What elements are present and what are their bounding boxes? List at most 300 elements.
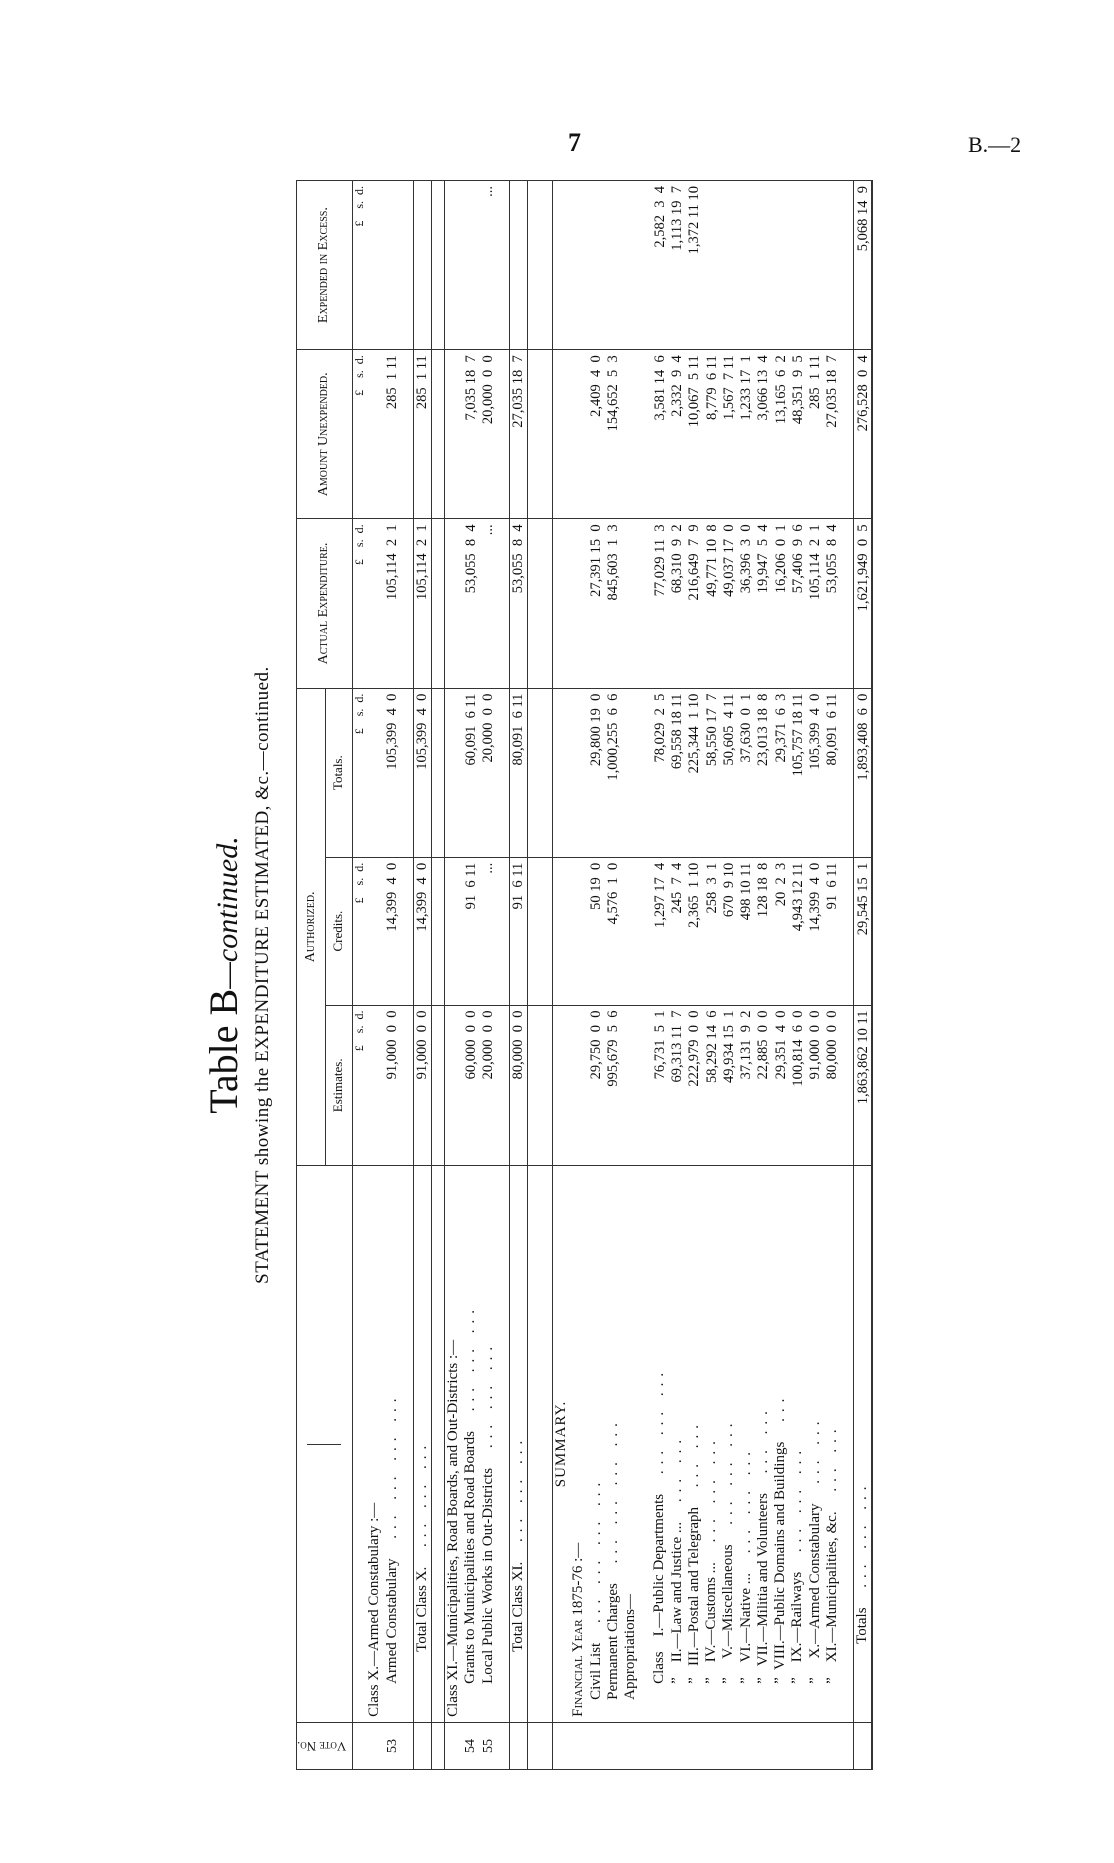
- actual-expenditure-cell: 68,310 9 2: [669, 519, 686, 688]
- row-label: [413, 1166, 431, 1723]
- spacer-cell: [432, 1166, 445, 1723]
- pound-unit: £: [351, 897, 366, 904]
- summary-heading: SUMMARY.: [553, 1166, 571, 1723]
- estimates-cell: 29,351 4 0: [772, 1005, 789, 1166]
- spacer-cell: [432, 857, 445, 1005]
- spacer-cell: [432, 181, 445, 350]
- summary-row: [807, 181, 824, 1770]
- expended-in-excess-cell: [366, 181, 383, 350]
- spacer-row: [841, 181, 854, 1770]
- expended-in-excess-cell: [789, 181, 806, 350]
- estimates-cell: 29,750 0 0: [588, 1005, 605, 1166]
- row-label: [588, 1166, 605, 1723]
- spacer-cell: [432, 1005, 445, 1166]
- pound-unit: £: [351, 728, 366, 735]
- spacer-row: [432, 181, 445, 1770]
- summary-row: [738, 181, 755, 1770]
- totals-cell: 23,013 18 8: [755, 688, 772, 857]
- vote-number: 54: [462, 1722, 479, 1769]
- estimates-cell: 222,979 0 0: [686, 1005, 703, 1166]
- description-header: [297, 1166, 353, 1723]
- spacer-cell: [497, 1005, 510, 1166]
- spacer-cell: [570, 1005, 587, 1166]
- expended-in-excess-header: Expended in Excess.: [297, 181, 353, 350]
- spacer-cell: [622, 181, 639, 350]
- actual-expenditure-cell: 49,037 17 0: [720, 519, 737, 688]
- spacer-cell: [553, 688, 571, 857]
- leader-dots: ... ... ...: [509, 1434, 526, 1552]
- totals-cell: 105,399 4 0: [807, 688, 824, 857]
- spacer-cell: [528, 1005, 541, 1166]
- estimates-cell: [445, 1005, 463, 1166]
- leader-dots: ... ... ...: [479, 1340, 496, 1458]
- summary-row: [651, 181, 668, 1770]
- amount-unexpended-cell: 3,066 13 4: [755, 350, 772, 519]
- actual-expenditure-cell: 105,114 2 1: [413, 519, 431, 688]
- pound-unit: £: [351, 220, 366, 227]
- row-label: [772, 1166, 789, 1723]
- lsd-units: [352, 181, 366, 350]
- credits-cell: [366, 857, 383, 1005]
- credits-cell: 20 2 3: [772, 857, 789, 1005]
- expended-in-excess-cell: [703, 181, 720, 350]
- expenditure-table: [296, 180, 873, 1770]
- spacer-cell: [570, 857, 587, 1005]
- row-label-text: ” XI.—Municipalities, &c.: [823, 1511, 840, 1684]
- estimates-cell: 60,000 0 0: [462, 1005, 479, 1166]
- amount-unexpended-cell: 10,067 5 11: [686, 350, 703, 519]
- actual-expenditure-cell: 27,391 15 0: [588, 519, 605, 688]
- actual-expenditure-cell: 77,029 11 3: [651, 519, 668, 688]
- credits-cell: 91 6 11: [462, 857, 479, 1005]
- expended-in-excess-cell: [807, 181, 824, 350]
- spacer-cell: [669, 1722, 686, 1769]
- totals-cell: 78,029 2 5: [651, 688, 668, 857]
- totals-cell: [366, 688, 383, 857]
- totals-cell: 105,399 4 0: [384, 688, 401, 857]
- credits-cell: 91 6 11: [509, 857, 527, 1005]
- totals-cell: [445, 688, 463, 857]
- credits-cell: 258 3 1: [703, 857, 720, 1005]
- spacer-cell: [639, 1005, 651, 1166]
- spacer-cell: [841, 350, 854, 519]
- spacer-cell: [622, 519, 639, 688]
- summary-row: [772, 181, 789, 1770]
- vote-number: 53: [384, 1722, 401, 1769]
- row-label: [651, 1166, 668, 1723]
- row-label-text: ” VIII.—Public Domains and Buildings: [772, 1441, 789, 1684]
- estimates-cell: 58,292 14 6: [703, 1005, 720, 1166]
- lsd-units: [352, 1005, 366, 1166]
- pence-unit: d.: [351, 693, 366, 703]
- spacer-cell: [528, 688, 541, 857]
- estimates-cell: 22,885 0 0: [755, 1005, 772, 1166]
- summary-row: [588, 181, 605, 1770]
- credits-cell: 29,545 15 1: [854, 857, 873, 1005]
- amount-unexpended-cell: 1,567 7 11: [720, 350, 737, 519]
- spacer-cell: [497, 519, 510, 688]
- estimates-cell: 37,131 9 2: [738, 1005, 755, 1166]
- credits-cell: 91 6 11: [824, 857, 841, 1005]
- spacer-row: [639, 181, 651, 1770]
- leader-dots: ... ... ...: [413, 1439, 430, 1557]
- spacer-cell: [401, 688, 414, 857]
- spacer-cell: [553, 1005, 571, 1166]
- totals-cell: 37,630 0 1: [738, 688, 755, 857]
- estimates-cell: 20,000 0 0: [480, 1005, 497, 1166]
- pence-unit: d.: [351, 355, 366, 365]
- leader-dots: ... ...: [754, 1405, 771, 1484]
- spacer-cell: [497, 1722, 510, 1769]
- row-label-text: ” II.—Law and Justice ...: [668, 1521, 685, 1684]
- spacer-cell: [401, 1005, 414, 1166]
- spacer-row: [528, 181, 541, 1770]
- summary-row: [703, 181, 720, 1770]
- pence-unit: d.: [351, 524, 366, 534]
- expended-in-excess-cell: [755, 181, 772, 350]
- spacer-cell: [824, 1722, 841, 1769]
- actual-expenditure-cell: [366, 519, 383, 688]
- spacer-cell: [622, 350, 639, 519]
- shilling-unit: s.: [351, 708, 366, 717]
- spacer-cell: [497, 1166, 510, 1723]
- amount-unexpended-cell: 27,035 18 7: [509, 350, 527, 519]
- actual-expenditure-cell: 105,114 2 1: [807, 519, 824, 688]
- estimates-cell: 91,000 0 0: [413, 1005, 431, 1166]
- expended-in-excess-cell: 1,113 19 7: [669, 181, 686, 350]
- spacer-cell: [540, 181, 553, 350]
- leader-dots: ... ... ...: [720, 1417, 737, 1535]
- leader-dots: ... ... ...: [854, 1480, 871, 1598]
- vote-no-header: Vote No.: [297, 1722, 353, 1769]
- shilling-unit: s.: [351, 201, 366, 209]
- actual-expenditure-cell: ...: [480, 519, 497, 688]
- spacer-cell: [540, 688, 553, 857]
- credits-cell: 670 9 10: [720, 857, 737, 1005]
- spacer-cell: [639, 519, 651, 688]
- totals-cell: 80,091 6 11: [509, 688, 527, 857]
- expended-in-excess-cell: [588, 181, 605, 350]
- amount-unexpended-cell: 20,000 0 0: [480, 350, 497, 519]
- credits-cell: 498 10 11: [738, 857, 755, 1005]
- spacer-cell: [639, 688, 651, 857]
- shilling-unit: s.: [351, 1025, 366, 1034]
- shilling-unit: s.: [351, 539, 366, 548]
- amount-unexpended-cell: 13,165 6 2: [772, 350, 789, 519]
- actual-expenditure-cell: 105,114 2 1: [384, 519, 401, 688]
- financial-year-row: [570, 181, 587, 1770]
- spacer-cell: [639, 1722, 651, 1769]
- spacer-cell: [807, 1722, 824, 1769]
- spacer-cell: [622, 688, 639, 857]
- row-label: [720, 1166, 737, 1723]
- row-label-text: ” VI.—Native ...: [737, 1572, 754, 1684]
- totals-cell: 29,371 6 3: [772, 688, 789, 857]
- actual-expenditure-cell: 845,603 1 3: [605, 519, 622, 688]
- credits-cell: 4,576 1 0: [605, 857, 622, 1005]
- expended-in-excess-cell: [384, 181, 401, 350]
- row-label-text: ” VII.—Militia and Volunteers: [754, 1493, 771, 1684]
- pound-unit: £: [351, 389, 366, 396]
- spacer-cell: [352, 1166, 366, 1723]
- totals-header: Totals.: [325, 688, 352, 857]
- leader-dots: ...: [772, 1392, 789, 1432]
- spacer-cell: [789, 1722, 806, 1769]
- actual-expenditure-cell: 16,206 0 1: [772, 519, 789, 688]
- spacer-cell: [738, 1722, 755, 1769]
- spacer-cell: [639, 857, 651, 1005]
- credits-cell: [445, 857, 463, 1005]
- spacer-cell: [686, 1722, 703, 1769]
- spacer-cell: [570, 350, 587, 519]
- expended-in-excess-cell: [738, 181, 755, 350]
- amount-unexpended-cell: 154,652 5 3: [605, 350, 622, 519]
- spacer-cell: [528, 857, 541, 1005]
- leader-dots: ... ...: [806, 1415, 823, 1494]
- estimates-cell: 1,863,862 10 11: [854, 1005, 873, 1166]
- row-label-text: ” IX.—Railways: [789, 1571, 806, 1684]
- table-subtitle: STATEMENT showing the EXPENDITURE ESTIMATED, &c.—continued.: [252, 666, 273, 1284]
- amount-unexpended-cell: 7,035 18 7: [462, 350, 479, 519]
- spacer-cell: [540, 350, 553, 519]
- spacer-cell: [540, 519, 553, 688]
- credits-header: Credits.: [325, 857, 352, 1005]
- row-label: [755, 1166, 772, 1723]
- row-label: [686, 1166, 703, 1723]
- amount-unexpended-cell: 285 1 11: [413, 350, 431, 519]
- actual-expenditure-cell: 1,621,949 0 5: [854, 519, 873, 688]
- spacer-row: [401, 181, 414, 1770]
- table-title: [200, 180, 247, 1770]
- actual-expenditure-cell: 53,055 8 4: [509, 519, 527, 688]
- amount-unexpended-cell: [366, 350, 383, 519]
- credits-cell: ...: [480, 857, 497, 1005]
- row-label: [462, 1166, 479, 1723]
- vote-number: [413, 1722, 431, 1769]
- amount-unexpended-cell: 3,581 14 6: [651, 350, 668, 519]
- row-label-text: Grants to Municipalities and Road Boards: [462, 1431, 479, 1684]
- totals-cell: 105,399 4 0: [413, 688, 431, 857]
- spacer-cell: [401, 1166, 414, 1723]
- row-label-text: Total Class XI.: [509, 1561, 526, 1652]
- leader-dots: ... ...: [685, 1418, 702, 1497]
- row-label-text: Class I.—Public Departments: [651, 1493, 668, 1684]
- lsd-units: [352, 519, 366, 688]
- estimates-cell: 100,814 6 0: [789, 1005, 806, 1166]
- estimates-cell: 49,934 15 1: [720, 1005, 737, 1166]
- leader-dots: ... ... ...: [737, 1445, 754, 1563]
- table-header: [297, 181, 353, 1770]
- credits-cell: 4,943 12 11: [789, 857, 806, 1005]
- pound-unit: £: [351, 1045, 366, 1052]
- spacer-cell: [432, 688, 445, 857]
- spacer-cell: [570, 181, 587, 350]
- row-label-text: Totals: [854, 1607, 871, 1644]
- vote-row: [384, 181, 401, 1770]
- actual-expenditure-cell: 36,396 3 0: [738, 519, 755, 688]
- row-label: [480, 1166, 497, 1723]
- totals-cell: 1,000,255 6 6: [605, 688, 622, 857]
- actual-expenditure-cell: 57,406 9 6: [789, 519, 806, 688]
- spacer-cell: [401, 350, 414, 519]
- expended-in-excess-cell: 1,372 11 10: [686, 181, 703, 350]
- estimates-header: Estimates.: [325, 1005, 352, 1166]
- spacer-cell: [528, 181, 541, 350]
- estimates-cell: 91,000 0 0: [807, 1005, 824, 1166]
- spacer-cell: [772, 1722, 789, 1769]
- row-label: [738, 1166, 755, 1723]
- summary-row: [824, 181, 841, 1770]
- row-label-text: ” III.—Postal and Telegraph: [685, 1506, 702, 1684]
- spacer-cell: [622, 857, 639, 1005]
- spacer-cell: [432, 350, 445, 519]
- actual-expenditure-cell: 49,771 10 8: [703, 519, 720, 688]
- summary-row: [686, 181, 703, 1770]
- section-heading-row: [445, 181, 463, 1770]
- spacer-cell: [622, 1005, 639, 1166]
- vote-number: [366, 1722, 383, 1769]
- credits-cell: 1,297 17 4: [651, 857, 668, 1005]
- expended-in-excess-cell: [413, 181, 431, 350]
- totals-cell: 69,558 18 11: [669, 688, 686, 857]
- amount-unexpended-cell: [445, 350, 463, 519]
- spacer-cell: [540, 1005, 553, 1166]
- credits-cell: 14,399 4 0: [807, 857, 824, 1005]
- spacer-cell: [401, 181, 414, 350]
- vote-number: [509, 1722, 527, 1769]
- lsd-units: [352, 857, 366, 1005]
- actual-expenditure-cell: 19,947 5 4: [755, 519, 772, 688]
- estimates-cell: [366, 1005, 383, 1166]
- summary-row: [789, 181, 806, 1770]
- pence-unit: d.: [351, 186, 366, 195]
- leader-dots: ... ... ...: [462, 1304, 479, 1421]
- summary-row: [720, 181, 737, 1770]
- spacer-cell: [497, 688, 510, 857]
- spacer-cell: [639, 1166, 651, 1723]
- spacer-cell: [570, 688, 587, 857]
- page-number: 7: [568, 128, 581, 157]
- spacer-cell: [841, 1722, 854, 1769]
- grand-totals-row: [854, 181, 873, 1770]
- spacer-cell: [841, 688, 854, 857]
- estimates-cell: 76,731 5 1: [651, 1005, 668, 1166]
- expended-in-excess-cell: ...: [480, 181, 497, 350]
- vote-number: [445, 1722, 463, 1769]
- amount-unexpended-cell: 276,528 0 4: [854, 350, 873, 519]
- spacer-cell: [528, 519, 541, 688]
- spacer-cell: [528, 1166, 541, 1723]
- estimates-cell: 995,679 5 6: [605, 1005, 622, 1166]
- spacer-cell: [755, 1722, 772, 1769]
- expended-in-excess-cell: [445, 181, 463, 350]
- spacer-cell: [401, 519, 414, 688]
- spacer-cell: [605, 1722, 622, 1769]
- spacer-cell: [553, 350, 571, 519]
- actual-expenditure-cell: 53,055 8 4: [824, 519, 841, 688]
- spacer-cell: [553, 1722, 571, 1769]
- total-row: [509, 181, 527, 1770]
- spacer-cell: [497, 181, 510, 350]
- credits-cell: 14,399 4 0: [413, 857, 431, 1005]
- expended-in-excess-cell: [772, 181, 789, 350]
- row-label: [509, 1166, 527, 1723]
- totals-cell: 105,757 18 11: [789, 688, 806, 857]
- totals-cell: 1,893,408 6 0: [854, 688, 873, 857]
- estimates-cell: 80,000 0 0: [824, 1005, 841, 1166]
- spacer-cell: [401, 857, 414, 1005]
- vote-row: [480, 181, 497, 1770]
- spacer-cell: [540, 1166, 553, 1723]
- total-row: [413, 181, 431, 1770]
- row-label-text: ” V.—Miscellaneous: [720, 1544, 737, 1684]
- leader-dots: ... ... ... ...: [383, 1392, 400, 1549]
- spacer-cell: [553, 857, 571, 1005]
- estimates-cell: 91,000 0 0: [384, 1005, 401, 1166]
- actual-expenditure-cell: 53,055 8 4: [462, 519, 479, 688]
- pence-unit: d.: [351, 1010, 366, 1020]
- spacer-cell: [352, 1722, 366, 1769]
- shilling-unit: s.: [351, 370, 366, 378]
- row-label: [854, 1166, 873, 1723]
- expended-in-excess-cell: [720, 181, 737, 350]
- expended-in-excess-cell: 5,068 14 9: [854, 181, 873, 350]
- spacer-cell: [553, 519, 571, 688]
- estimates-cell: 69,313 11 7: [669, 1005, 686, 1166]
- amount-unexpended-cell: 27,035 18 7: [824, 350, 841, 519]
- row-label: [384, 1166, 401, 1723]
- row-label-text: Permanent Charges: [604, 1583, 621, 1700]
- spacer-row: [540, 181, 553, 1770]
- row-label: [605, 1166, 622, 1723]
- totals-cell: 58,550 17 7: [703, 688, 720, 857]
- pound-unit: £: [351, 559, 366, 566]
- expended-in-excess-cell: [824, 181, 841, 350]
- financial-year-label: Financial Year 1875-76 :—: [570, 1166, 587, 1723]
- spacer-cell: [497, 350, 510, 519]
- spacer-cell: [570, 519, 587, 688]
- lsd-units: [352, 350, 366, 519]
- actual-expenditure-cell: 216,649 7 9: [686, 519, 703, 688]
- row-label-text: Class X.—Armed Constabulary :—: [366, 1502, 383, 1717]
- summary-row: [605, 181, 622, 1770]
- spacer-cell: [528, 350, 541, 519]
- spacer-cell: [854, 1722, 873, 1769]
- credits-cell: 245 7 4: [669, 857, 686, 1005]
- amount-unexpended-cell: 8,779 6 11: [703, 350, 720, 519]
- row-label-text: Local Public Works in Out-Districts: [479, 1467, 496, 1684]
- row-label: [366, 1166, 383, 1723]
- spacer-cell: [553, 181, 571, 350]
- spacer-cell: [720, 1722, 737, 1769]
- estimates-cell: 80,000 0 0: [509, 1005, 527, 1166]
- row-label-text: Class XI.—Municipalities, Road Boards, and Out-Districts :—: [445, 1339, 462, 1717]
- amount-unexpended-header: Amount Unexpended.: [297, 350, 353, 519]
- pence-unit: d.: [351, 862, 366, 872]
- section-heading-row: [366, 181, 383, 1770]
- expended-in-excess-cell: 2,582 3 4: [651, 181, 668, 350]
- spacer-cell: [528, 1722, 541, 1769]
- lsd-header-row: [352, 181, 366, 1770]
- row-label-text: Civil List: [587, 1642, 604, 1700]
- leader-dots: ... ... ...: [789, 1444, 806, 1562]
- table-body: [352, 181, 872, 1770]
- credits-cell: 50 19 0: [588, 857, 605, 1005]
- summary-row: [669, 181, 686, 1770]
- spacer-row: [497, 181, 510, 1770]
- totals-cell: 225,344 1 10: [686, 688, 703, 857]
- spacer-cell: [639, 181, 651, 350]
